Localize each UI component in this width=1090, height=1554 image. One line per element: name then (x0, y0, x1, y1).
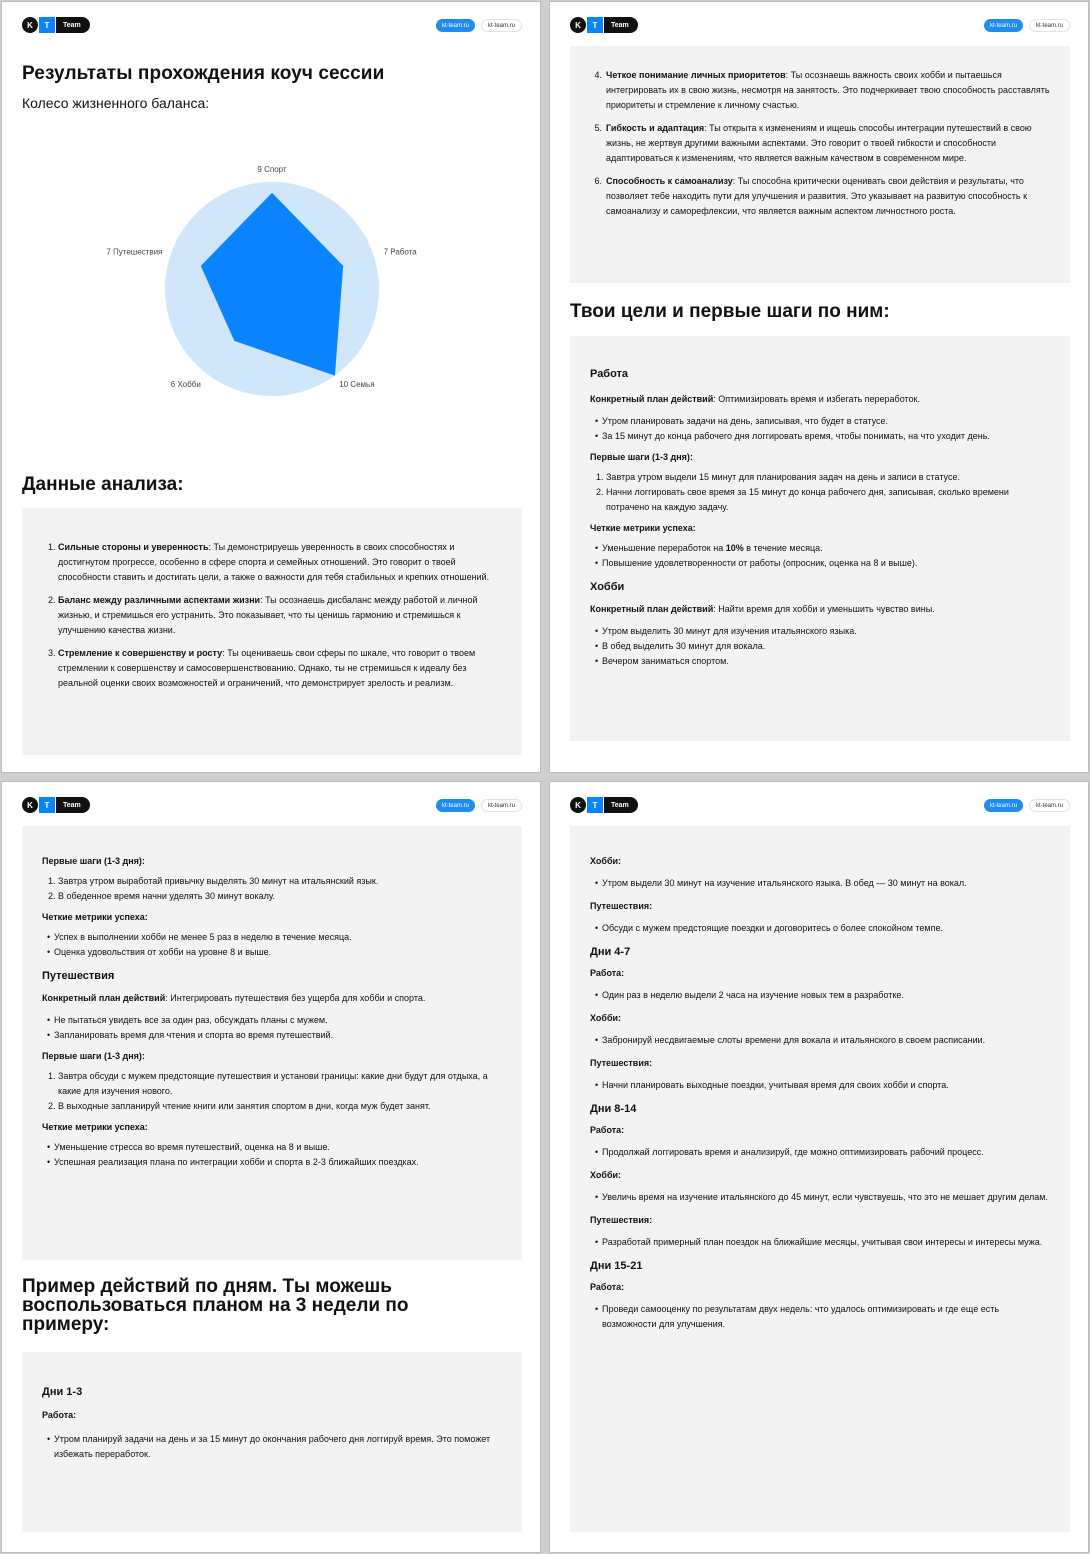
page-header (550, 2, 1088, 46)
page-title: Результаты прохождения коуч сессии (22, 63, 385, 84)
work-steps-label: Первые шаги (1-3 дня): (590, 452, 693, 462)
goals-box (570, 336, 1070, 741)
logo-t: T (39, 17, 55, 33)
days-15-21-title: Дни 15-21 (590, 1260, 643, 1272)
work-plan: Конкретный план действий: Оптимизировать время и избегать переработок. (590, 394, 920, 404)
analysis-item: 2. Баланс между различными аспектами жизни: Ты осознаешь дисбаланс между работой и личной жизнью, и стремишься его устранить. Это показывает, что ты ценишь гармонию и стремишься к улучшению качества жизни. (58, 593, 502, 638)
work-label: Работа: (590, 1282, 625, 1292)
hobby-metric: • Успех в выполнении хобби не менее 5 раз в неделю в течение месяца. (42, 930, 502, 945)
wheel-subtitle: Колесо жизненного баланса: (22, 95, 210, 111)
days-1-3-work: • Утром планируй задачи на день и за 15 минут до окончания рабочего дня логгируй время. Это поможет избежать переработок. (42, 1432, 502, 1462)
kt-team-logo[interactable] (570, 797, 638, 813)
days-4-7-travel: • Начни планировать выходные поездки, учитывая время для своих хобби и спорта. (590, 1078, 1050, 1093)
analysis-item: 6. Способность к самоанализу: Ты способна критически оценивать свои действия и результаты, что позволяет тебе находить пути для улучшения и развития. Это указывает на развитую способность к самоанализу и саморефлексии, что является важным аспектом личностного роста. (594, 176, 1028, 216)
hobby-step: 1. Завтра утром выработай привычку выделять 30 минут на итальянский язык. (58, 874, 502, 889)
days-1-3-title: Дни 1-3 (42, 1386, 83, 1398)
work-step: 2. Начни логгировать свое время за 15 минут до конца рабочего дня, записывая, сколько времени потрачено на каждую задачу. (606, 485, 1050, 515)
analysis-item: 1. Сильные стороны и уверенность: Ты демонстрируешь уверенность в своих способностях и достигнутом прогрессе, особенно в сфере спорта и семейных отношений. Это говорит о твоей способности ставить и достигать цели, а также о важности для тебя стабильных и крепких отношений. (58, 540, 502, 585)
work-metrics-label: Четкие метрики успеха: (590, 523, 696, 533)
logo-word: Team (56, 797, 90, 813)
work-plan-bullet: • За 15 минут до конца рабочего дня логгировать время, чтобы понимать, на что уходит день. (590, 429, 1050, 444)
hobby-plan-bullet: • Утром выделить 30 минут для изучения итальянского языка. (590, 624, 1050, 639)
logo-word: Team (604, 17, 638, 33)
travel-plan-bullet: • Запланировать время для чтения и спорта во время путешествий. (42, 1028, 502, 1043)
daily-plan-box (22, 1352, 522, 1532)
work-step: 1. Завтра утром выдели 15 минут для планирования задач на день и записи в статусе. (606, 470, 1050, 485)
kt-team-logo[interactable] (570, 17, 638, 33)
days-1-3-travel: • Обсуди с мужем предстоящие поездки и договоритесь о более спокойном темпе. (590, 921, 1050, 936)
hobby-metric: • Оценка удовольствия от хобби на уровне 8 и выше. (42, 945, 502, 960)
travel-label: Путешествия: (590, 901, 653, 911)
site-link-primary[interactable]: kt-team.ru (984, 799, 1023, 812)
days-15-21-work: • Проведи самооценку по результатам двух недель: что удалось оптимизировать и где еще есть возможности для улучшения. (590, 1302, 1050, 1332)
goals-title: Твои цели и первые шаги по ним: (570, 301, 890, 322)
life-balance-radar-chart (102, 165, 442, 412)
hobby-metrics-label: Четкие метрики успеха: (42, 912, 148, 922)
analysis-title: Данные анализа: (22, 474, 184, 495)
goal-title-work: Работа (590, 368, 629, 380)
goals-box-continued (22, 826, 522, 1260)
hobby-label: Хобби: (590, 1013, 622, 1023)
page-1 (2, 2, 540, 772)
analysis-item: 5. Гибкость и адаптация: Ты открыта к изменениям и ищешь способы интеграции путешествий в свою жизнь, не жертвуя другими важными аспектами. Это говорит о твоей гибкости и способности адаптироваться к изменениям, что является важным качеством в современном мире. (594, 123, 1032, 163)
travel-step: 2. В выходные запланируй чтение книги или занятия спортом в дни, когда муж будет занят. (58, 1099, 502, 1114)
work-label: Работа: (590, 1125, 625, 1135)
work-plan-bullet: • Утром планировать задачи на день, записывая, что будет в статусе. (590, 414, 1050, 429)
daily-plan-box-continued (570, 826, 1070, 1532)
travel-plan-bullet: • Не пытаться увидеть все за один раз, обсуждать планы с мужем. (42, 1013, 502, 1028)
site-link-secondary[interactable]: kt-team.ru (481, 19, 522, 32)
hobby-plan-bullet: • В обед выделить 30 минут для вокала. (590, 639, 1050, 654)
travel-step: 1. Завтра обсуди с мужем предстоящие путешествия и установи границы: какие дни будут для отдыха, а какие для изучения нового. (58, 1069, 502, 1099)
logo-k: K (570, 17, 586, 33)
site-link-secondary[interactable]: kt-team.ru (1029, 19, 1070, 32)
travel-metrics-label: Четкие метрики успеха: (42, 1122, 148, 1132)
days-4-7-hobby: • Забронируй несдвигаемые слоты времени для вокала и итальянского в своем расписании. (590, 1033, 1050, 1048)
days-4-7-title: Дни 4-7 (590, 946, 631, 958)
logo-k: K (570, 797, 586, 813)
hobby-step: 2. В обеденное время начни уделять 30 минут вокалу. (58, 889, 502, 904)
logo-t: T (587, 17, 603, 33)
site-link-primary[interactable]: kt-team.ru (436, 799, 475, 812)
analysis-item: 4. Четкое понимание личных приоритетов: Ты осознаешь важность своих хобби и пытаешься интегрировать их в свою жизнь, несмотря на занятость. Это подчеркивает твою способность расставлять приоритеты и стремление к личному счастью. (594, 70, 1050, 110)
kt-team-logo[interactable] (22, 17, 90, 33)
site-link-secondary[interactable]: kt-team.ru (481, 799, 522, 812)
radar-axis-label: 10 Семья (339, 379, 375, 389)
radar-axis-label: 7 Путешествия (106, 247, 163, 257)
analysis-item: 3. Стремление к совершенству и росту: Ты оцениваешь свои сферы по шкале, что говорит о твоем стремлении к совершенству и самосовершенствованию. Однако, ты не стремишься к идеалу без реальной оценки своих возможностей и ограничений, что демонстрирует зрелость и реализм. (58, 646, 502, 691)
days-1-3-hobby: • Утром выдели 30 минут на изучение итальянского языка. В обед — 30 минут на вокал. (590, 876, 1050, 891)
analysis-box-continued (570, 46, 1070, 283)
travel-plan: Конкретный план действий: Интегрировать путешествия без ущерба для хобби и спорта. (42, 993, 426, 1003)
travel-metric: • Успешная реализация плана по интеграции хобби и спорта в 2-3 ближайших поездках. (42, 1155, 502, 1170)
goal-title-hobby: Хобби (590, 581, 625, 593)
logo-word: Team (56, 17, 90, 33)
travel-label: Путешествия: (590, 1215, 653, 1225)
radar-axis-label: 7 Работа (383, 247, 417, 257)
logo-word: Team (604, 797, 638, 813)
analysis-box (22, 508, 522, 755)
travel-label: Путешествия: (590, 1058, 653, 1068)
page-header (2, 2, 540, 46)
page-4 (550, 782, 1088, 1552)
days-8-14-travel: • Разработай примерный план поездок на ближайшие месяцы, учитывая свои интересы и интересы мужа. (590, 1235, 1050, 1250)
work-metric: • Уменьшение переработок на 10% в течение месяца. (590, 541, 1050, 556)
logo-t: T (39, 797, 55, 813)
hobby-label: Хобби: (590, 856, 622, 866)
page-3 (2, 782, 540, 1552)
hobby-steps-label: Первые шаги (1-3 дня): (42, 856, 145, 866)
hobby-plan: Конкретный план действий: Найти время для хобби и уменьшить чувство вины. (590, 604, 935, 614)
work-label: Работа: (42, 1410, 77, 1420)
logo-k: K (22, 797, 38, 813)
days-4-7-work: • Один раз в неделю выдели 2 часа на изучение новых тем в разработке. (590, 988, 1050, 1003)
days-8-14-hobby: • Увеличь время на изучение итальянского до 45 минут, если чувствуешь, что это не мешает другим делам. (590, 1190, 1050, 1205)
days-8-14-title: Дни 8-14 (590, 1103, 637, 1115)
kt-team-logo[interactable] (22, 797, 90, 813)
hobby-label: Хобби: (590, 1170, 622, 1180)
hobby-plan-bullet: • Вечером заниматься спортом. (590, 654, 1050, 669)
radar-axis-label: 9 Спорт (257, 165, 287, 174)
site-link-secondary[interactable]: kt-team.ru (1029, 799, 1070, 812)
example-title: Пример действий по дням. Ты можешь воспользоваться планом на 3 недели по примеру: (22, 1276, 409, 1335)
site-link-primary[interactable]: kt-team.ru (436, 19, 475, 32)
days-8-14-work: • Продолжай логгировать время и анализируй, где можно оптимизировать рабочий процесс. (590, 1145, 1050, 1160)
page-header (2, 782, 540, 826)
radar-axis-label: 6 Хобби (170, 379, 201, 389)
site-link-primary[interactable]: kt-team.ru (984, 19, 1023, 32)
logo-t: T (587, 797, 603, 813)
goal-title-travel: Путешествия (42, 970, 115, 982)
logo-k: K (22, 17, 38, 33)
travel-steps-label: Первые шаги (1-3 дня): (42, 1051, 145, 1061)
page-header (550, 782, 1088, 826)
travel-metric: • Уменьшение стресса во время путешествий, оценка на 8 и выше. (42, 1140, 502, 1155)
work-metric: • Повышение удовлетворенности от работы (опросник, оценка на 8 и выше). (590, 556, 1050, 571)
work-label: Работа: (590, 968, 625, 978)
page-2 (550, 2, 1088, 772)
